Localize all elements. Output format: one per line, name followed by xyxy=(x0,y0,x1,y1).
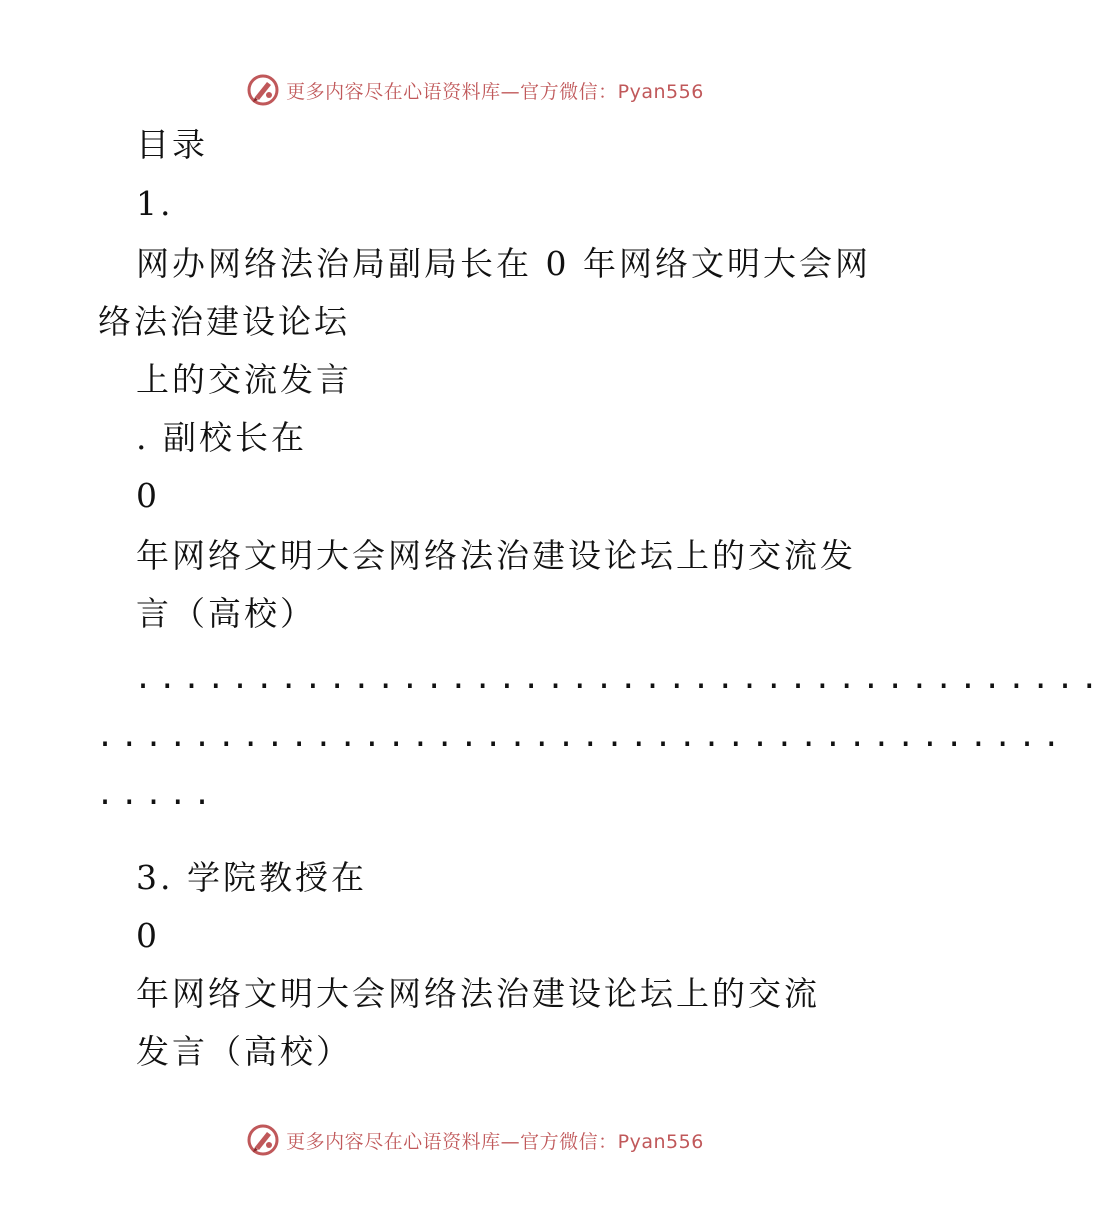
toc-item-3-line-4: 发言（高校） xyxy=(136,1032,352,1071)
toc-leader-2: ........................................ xyxy=(96,719,1067,754)
pen-seal-icon xyxy=(246,1123,280,1157)
toc-item-2-line-4: 言（高校） xyxy=(136,594,316,633)
toc-leader-3: ..... xyxy=(96,777,218,812)
watermark-text: 更多内容尽在心语资料库—官方微信：Pyan556 xyxy=(286,1130,704,1153)
toc-item-3-line-2: 0 xyxy=(136,916,160,955)
toc-item-1-line-1: 网办网络法治局副局长在 0 年网络文明大会网 xyxy=(136,244,871,283)
watermark-text: 更多内容尽在心语资料库—官方微信：Pyan556 xyxy=(286,80,704,103)
toc-item-1-number: 1. xyxy=(136,184,174,223)
toc-item-3-line-1: 3. 学院教授在 xyxy=(136,858,367,897)
toc-item-2-line-2: 0 xyxy=(136,476,160,515)
toc-item-1-line-2: 络法治建设论坛 xyxy=(98,302,350,341)
toc-item-2-line-3: 年网络文明大会网络法治建设论坛上的交流发 xyxy=(136,536,856,575)
toc-item-1-line-3: 上的交流发言 xyxy=(136,360,352,399)
toc-heading: 目录 xyxy=(136,125,208,164)
toc-item-2-line-1: . 副校长在 xyxy=(136,418,307,457)
toc-leader-1: ........................................ xyxy=(134,661,1104,696)
footer-watermark xyxy=(0,1120,950,1160)
toc-item-3-line-3: 年网络文明大会网络法治建设论坛上的交流 xyxy=(136,974,820,1013)
